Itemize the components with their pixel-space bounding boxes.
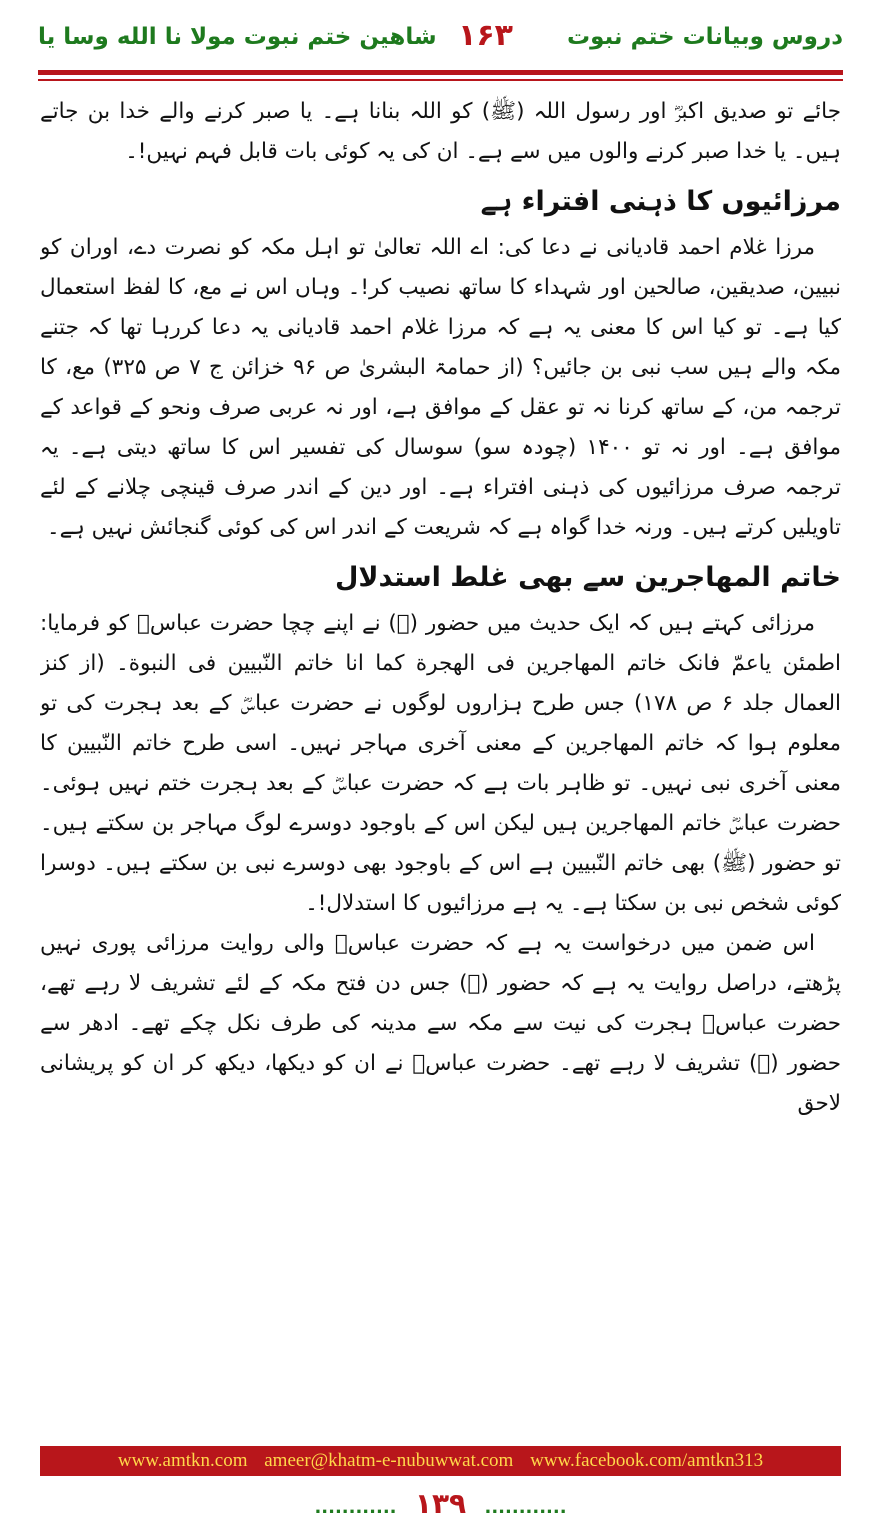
paragraph-2: مرزائی کہتے ہیں کہ ایک حدیث میں حضور (ﷺ) نے اپنے چچا حضرت عباسؓ کو فرمایا: اطمئن یاعمّ فانک خاتم المهاجرین فی الهجرة کما انا خاتم النّبیین فی النبوة۔ (از کنز العمال جلد ۶ ص ۱۷۸) جس طرح ہزاروں لوگوں نے حضرت عباسؓ کے بعد ہجرت کی تو معلوم ہوا کہ خاتم المهاجرین کے معنی آخری مہاجر نہیں۔ اسی طرح خاتم النّبیین کا معنی آخری نبی نہیں۔ تو ظاہر بات ہے کہ حضرت عباسؓ کے بعد ہجرت ختم نہیں ہوئی۔ حضرت عباسؓ خاتم المهاجرین ہیں لیکن اس کے باوجود دوسرے لوگ مہاجر بن سکتے ہیں۔ تو حضور (ﷺ) بھی خاتم النّبیین ہے اس کے باوجود بھی دوسرے نبی بن سکتے ہیں۔ دوسرا کوئی شخص نبی بن سکتا ہے۔ یہ ہے مرزائیوں کا استدلال!۔ xyxy=(40,611,841,916)
paragraph-1: مرزا غلام احمد قادیانی نے دعا کی: اے اللہ تعالیٰ تو اہل مکہ کو نصرت دے، اوران کو نبیین، صدیقین، صالحین اور شہداء کا ساتھ نصیب کر!۔ وہاں اس نے مع، کا لفظ استعمال کیا ہے۔ تو کیا اس کا معنی یہ ہے کہ مرزا غلام احمد قادیانی یہ دعا کررہا تھا کہ جتنے مکہ والے ہیں سب نبی بن جائیں؟ (از حمامۃ البشریٰ ص ۹۶ خزائن ج ۷ ص ۳۲۵) مع، کا ترجمہ من، کے ساتھ کرنا نہ تو عقل کے موافق ہے، اور نہ عربی صرف ونحو کے قواعد کے موافق ہے۔ اور نہ تو ۱۴۰۰ (چودہ سو) سوسال کی تفسیر اس کا ساتھ دیتی ہے۔ یہ ترجمہ صرف مرزائیوں کی ذہنی افتراء ہے۔ اور دین کے اندر صرف قینچی چلانے کے لئے تاویلیں کرتے ہیں۔ ورنہ خدا گواہ ہے کہ شریعت کے اندر اس کی کوئی گنجائش نہیں ہے۔ xyxy=(40,235,841,540)
section-heading-2: خاتم المهاجرین سے بھی غلط استدلال xyxy=(334,562,841,593)
page-marker: ۱۶۳ xyxy=(458,18,513,53)
footer-links-bar xyxy=(40,1446,841,1476)
page-number-line xyxy=(0,1487,881,1520)
dots-left: ............ xyxy=(314,1497,397,1518)
series-title: شاهین ختم نبوت مولا نا الله وسا یا xyxy=(38,24,437,50)
page-body xyxy=(40,92,841,1440)
email-link[interactable]: ameer@khatm-e-nubuwwat.com xyxy=(264,1450,514,1471)
page-header xyxy=(38,18,843,62)
website-link[interactable]: www.amtkn.com xyxy=(117,1450,248,1471)
paragraph-3: اس ضمن میں درخواست یہ ہے کہ حضرت عباسؓ والی روایت مرزائی پوری نہیں پڑھتے، دراصل روایت یہ ہے کہ حضور (ﷺ) جس دن فتح مکہ کے لئے تشریف لا رہے تھے، حضرت عباسؓ ہجرت کی نیت سے مکہ سے مدینہ کی طرف نکل چکے تھے۔ ادھر سے حضور (ﷺ) تشریف لا رہے تھے۔ حضرت عباسؓ نے ان کو دیکھا، دیکھ کر ان کو پریشانی لاحق xyxy=(40,931,841,1116)
header-rule-thin xyxy=(38,79,843,81)
book-title: دروس وبیانات ختم نبوت xyxy=(567,24,843,50)
page-number: ۱۳۹ xyxy=(414,1487,467,1520)
dots-right: ............ xyxy=(484,1497,567,1518)
header-rule xyxy=(38,70,843,75)
facebook-link[interactable]: www.facebook.com/amtkn313 xyxy=(530,1450,764,1471)
intro-paragraph: جائے تو صدیق اکبرؓ اور رسول اللہ (ﷺ) کو اللہ بنانا ہے۔ یا صبر کرنے والے خدا بن جاتے ہیں۔ یا خدا صبر کرنے والوں میں سے ہے۔ ان کی یہ کوئی بات قابل فہم نہیں!۔ xyxy=(40,99,841,164)
section-heading-1: مرزائیوں کا ذہنی افتراء ہے xyxy=(480,186,841,217)
